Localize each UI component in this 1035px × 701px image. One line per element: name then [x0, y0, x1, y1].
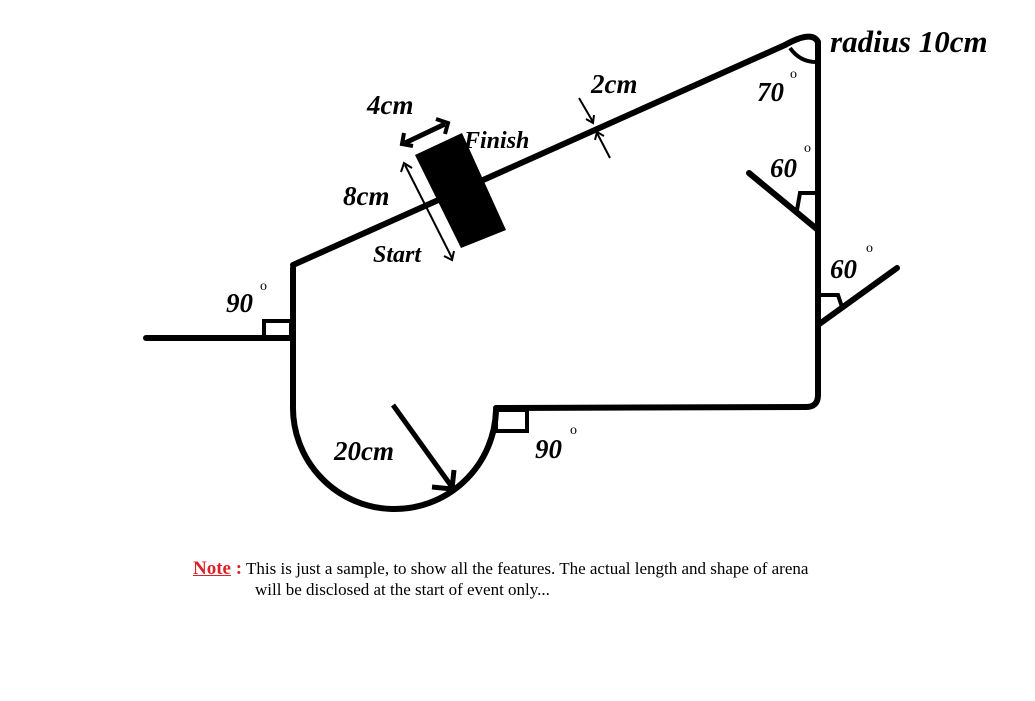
diagonal-wall	[293, 45, 785, 265]
bottom-wall	[496, 407, 806, 408]
note-text	[193, 558, 953, 600]
note-key-colon: :	[230, 558, 243, 579]
width-2cm-label: 2cm	[591, 69, 638, 99]
degree-60-upper: o	[804, 141, 811, 156]
right-angle-bottom	[496, 410, 527, 431]
angle-70-label: 70	[757, 77, 784, 107]
angle-90-bottom-label: 90	[535, 434, 562, 464]
angle-mark-top	[790, 48, 816, 62]
angle-90-left-label: 90	[226, 288, 253, 318]
angle-60-upper-label: 60	[770, 153, 797, 183]
arrow-20cm	[393, 405, 452, 487]
degree-90-bottom: o	[570, 423, 577, 438]
angle-mark-upper	[797, 193, 815, 210]
degree-60-lower: o	[866, 241, 873, 256]
semicircle-wall	[293, 405, 496, 509]
radius-20cm-label: 20cm	[334, 436, 394, 466]
note-line1: This is just a sample, to show all the features. The actual length and shape of arena	[246, 559, 809, 578]
length-8cm-label: 8cm	[343, 181, 390, 211]
note-key-word: Note	[193, 558, 231, 579]
track-outline	[146, 37, 897, 509]
note-line2: will be disclosed at the start of event only...	[255, 580, 550, 599]
angle-60-lower-label: 60	[830, 254, 857, 284]
width-4cm-label: 4cm	[367, 90, 414, 120]
finish-label: Finish	[464, 128, 530, 154]
arrow-4cm	[405, 124, 445, 143]
start-label: Start	[373, 242, 422, 268]
top-corner-arc	[785, 37, 818, 45]
note-key	[193, 558, 242, 579]
degree-90-left: o	[260, 279, 267, 294]
radius-label: radius 10cm	[830, 24, 988, 59]
arrow-2cm-top	[579, 98, 593, 122]
degree-70: o	[790, 67, 797, 82]
